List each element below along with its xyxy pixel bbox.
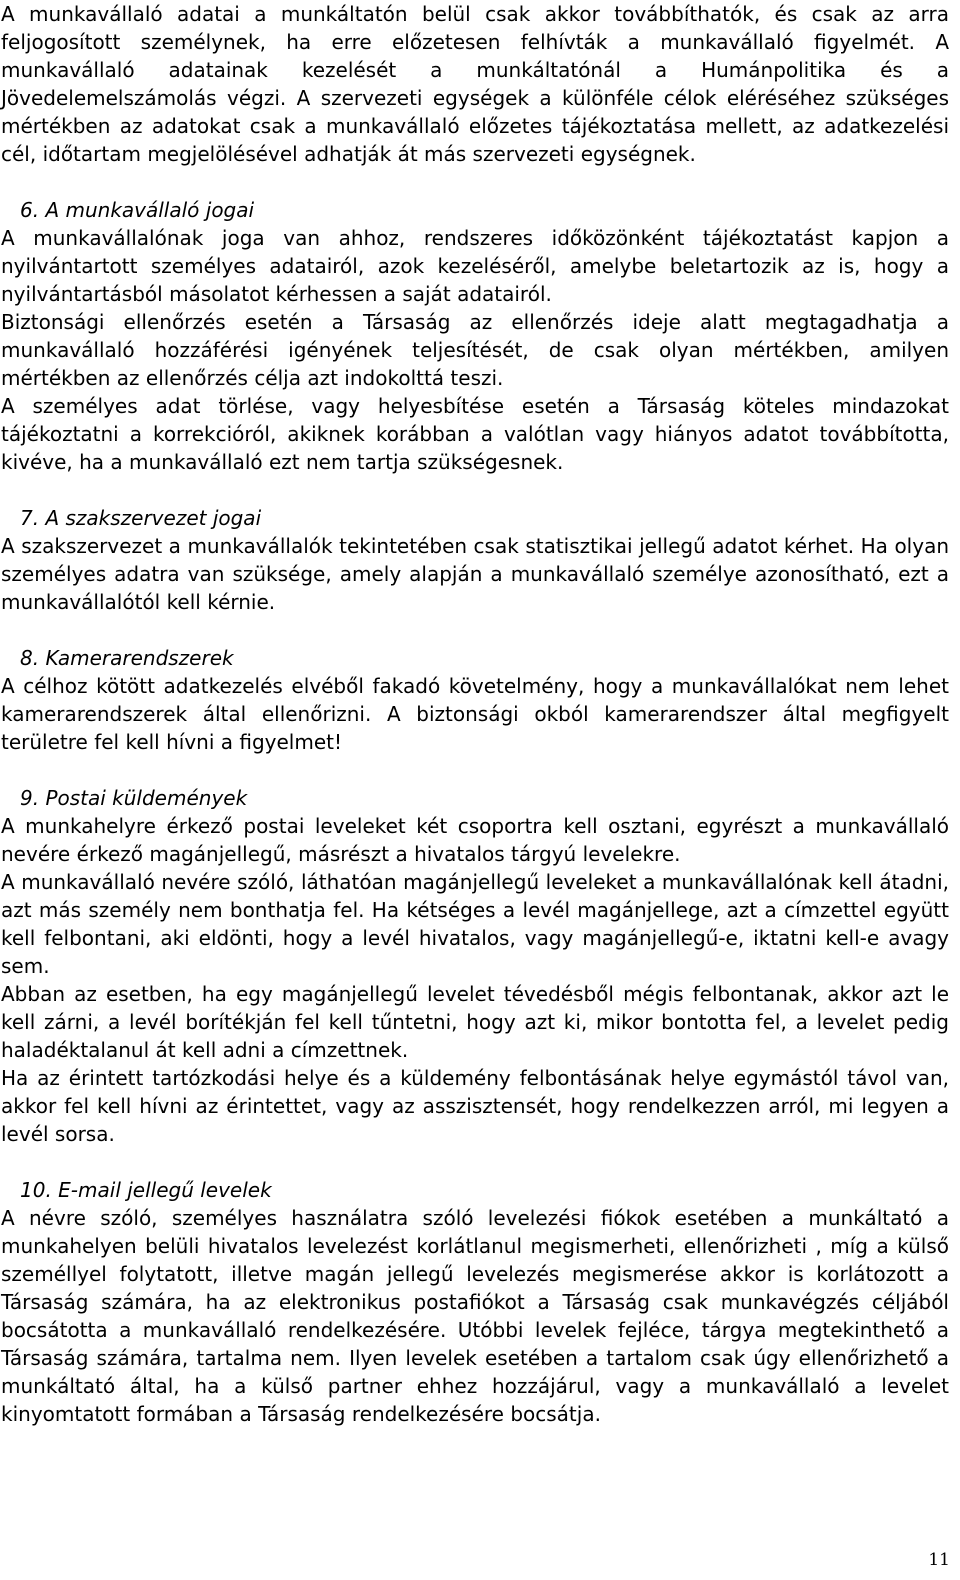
section-gap — [1, 1148, 949, 1176]
section-heading: 6. A munkavállaló jogai — [20, 198, 255, 222]
section-heading: 9. Postai küldemények — [20, 786, 248, 810]
paragraph: A személyes adat törlése, vagy helyesbítése esetén a Társaság köteles mindazokat tájékoztatni a korrekcióról, akiknek korábban a valótlan vagy hiányos adatot továbbította, kivéve, ha a munkavállaló ezt nem tartja szükségesnek. — [1, 394, 949, 474]
paragraph: A célhoz kötött adatkezelés elvéből fakadó követelmény, hogy a munkavállalókat nem lehet kamerarendszerek által ellenőrizni. A biztonsági okból kamerarendszer által megfigyelt területre fel kell hívni a figyelmet! — [1, 674, 949, 754]
section-gap — [1, 476, 949, 504]
paragraph: A munkavállaló nevére szóló, láthatóan magánjellegű leveleket a munkavállalónak kell átadni, azt más személy nem bonthatja fel. Ha kétséges a levél magánjellege, azt a címzettel együtt kell felbontani, aki eldönti, hogy a levél hivatalos, vagy magánjellegű-e, iktatni kell-e avagy sem. — [1, 870, 949, 978]
paragraph: A névre szóló, személyes használatra szóló levelezési fiókok esetében a munkáltató a munkahelyen belüli hivatalos levelezést korlátlanul megismerheti, ellenőrizheti , míg a külső személlyel folytatott, illetve magán jellegű levelezés megismerése akkor is korlátozott a Társaság számára, ha az elektronikus postafiókot a Társaság csak munkavégzés céljából bocsátotta a munkavállaló rendelkezésére. Utóbbi levelek fejléce, tárgya megtekinthető a Társaság számára, tartalma nem. Ilyen levelek esetében a tartalom csak úgy ellenőrizhető a munkáltató által, ha a külső partner ehhez hozzájárul, vagy a munkavállaló a levelet kinyomtatott formában a Társaság rendelkezésére bocsátja. — [1, 1206, 949, 1426]
paragraph: A munkahelyre érkező postai leveleket két csoportra kell osztani, egyrészt a munkavállaló nevére érkező magánjellegű, másrészt a hivatalos tárgyú levelekre. — [1, 814, 949, 866]
page-number: 11 — [928, 1550, 950, 1570]
paragraph: Ha az érintett tartózkodási helye és a küldemény felbontásának helye egymástól távol van, akkor fel kell hívni az érintettet, vagy az asszisztensét, hogy rendelkezzen arról, mi legyen a levél sorsa. — [1, 1066, 949, 1146]
section-heading: 8. Kamerarendszerek — [20, 646, 234, 670]
paragraph: Abban az esetben, ha egy magánjellegű levelet tévedésből mégis felbontanak, akkor azt le kell zárni, a levél borítékján fel kell tűntetni, hogy azt ki, mikor bontotta fel, a levelet pedig haladéktalanul át kell adni a címzettnek. — [1, 982, 949, 1062]
section-gap — [1, 616, 949, 644]
paragraph: A munkavállalónak joga van ahhoz, rendszeres időközönként tájékoztatást kapjon a nyilvántartott személyes adatairól, azok kezeléséről, amelybe beletartozik az is, hogy a nyilvántartásból másolatot kérhessen a saját adatairól. — [1, 226, 949, 306]
section-gap — [1, 756, 949, 784]
section-heading: 10. E-mail jellegű levelek — [20, 1178, 272, 1202]
section-gap — [1, 168, 949, 196]
paragraph: A szakszervezet a munkavállalók tekintetében csak statisztikai jellegű adatot kérhet. Ha olyan személyes adatra van szüksége, amely alapján a munkavállaló személye azonosítható, ezt a munkavállalótól kell kérnie. — [1, 534, 949, 614]
section-heading: 7. A szakszervezet jogai — [20, 506, 262, 530]
paragraph: A munkavállaló adatai a munkáltatón belül csak akkor továbbíthatók, és csak az arra feljogosított személynek, ha erre előzetesen felhívták a munkavállaló figyelmét. A munkavállaló adatainak kezelését a munkáltatónál a Humánpolitika és a Jövedelemelszámolás végzi. A szervezeti egységek a különféle célok eléréséhez szükséges mértékben az adatokat csak a munkavállaló előzetes tájékoztatása mellett, az adatkezelési cél, időtartam megjelölésével adhatják át más szervezeti egységnek. — [1, 2, 949, 166]
paragraph: Biztonsági ellenőrzés esetén a Társaság az ellenőrzés ideje alatt megtagadhatja a munkavállaló hozzáférési igényének teljesítését, de csak olyan mértékben, amilyen mértékben az ellenőrzés célja azt indokolttá teszi. — [1, 310, 949, 390]
document-page — [1, 0, 949, 1428]
